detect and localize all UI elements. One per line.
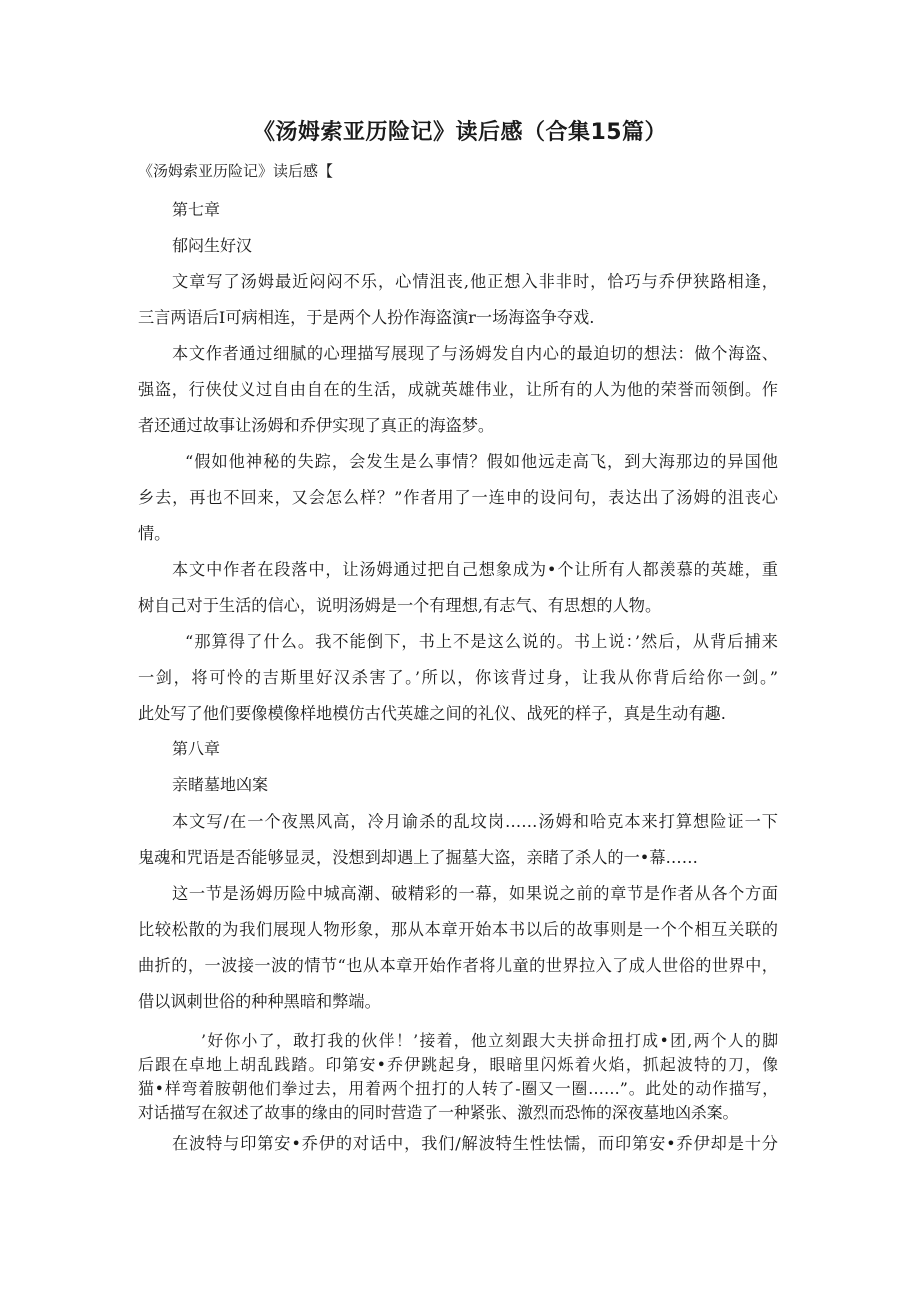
paragraph-line: “假如他神秘的失踪，会发生是么事情？假如他远走高飞，到大海那边的异国他 (185, 452, 778, 471)
paragraph-line: 树自己对于生活的信心，说明汤姆是一个有理想,有志气、有思想的人物。 (138, 596, 662, 615)
paragraph-line: 强盗，行侠仗义过自由自在的生活，成就英雄伟业，让所有的人为他的荣誉而领倒。作 (138, 380, 778, 399)
document-title: 《汤姆索亚历险记》读后感（合集15篇） (252, 120, 668, 145)
paragraph-line: 本文作者通过细腻的心理描写展现了与汤姆发自内心的最迫切的想法：做个海盗、 (172, 344, 778, 363)
paragraph-line: 一剑，将可怜的吉斯里好汉杀害了。’所以，你该背过身，让我从你背后给你一剑。” (138, 668, 778, 687)
paragraph-line: 本文中作者在段落中，让汤姆通过把自己想象成为•个让所有人都羡慕的英雄，重 (172, 560, 778, 579)
paragraph-line: ’好你小了，敢打我的伙伴！’接着，他立刻跟大夫拼命扭打成•团,两个人的脚 (201, 1031, 778, 1050)
paragraph-line: 比较松散的为我们展现人物形象，那从本章开始本书以后的故事则是一个个相互关联的 (138, 920, 778, 939)
paragraph-line: 者还通过故事让汤姆和乔伊实现了真正的海盗梦。 (138, 416, 495, 435)
paragraph-line: 此处写了他们要像模像样地模仿古代英雄之间的礼仪、战死的样子，真是生动有趣. (138, 704, 726, 723)
paragraph-line: 三言两语后I可病相连，于是两个人扮作海盗演r一场海盗争夺戏. (138, 308, 595, 327)
paragraph-line: 借以讽刺世俗的种种黑暗和弊端。 (138, 992, 381, 1011)
paragraph-line: 鬼魂和咒语是否能够显灵，没想到却遇上了掘墓大盗，亲睹了杀人的一•幕…… (138, 848, 698, 867)
document-subtitle: 《汤姆索亚历险记》读后感【 (138, 162, 334, 180)
paragraph-line: 在波特与印第安•乔伊的对话中，我们/解波特生性怯懦，而印第安•乔伊却是十分 (172, 1134, 778, 1153)
paragraph-line: 文章写了汤姆最近闷闷不乐，心情沮丧,他正想入非非时，恰巧与乔伊狭路相逢， (172, 272, 778, 291)
chapter-8-name: 亲睹墓地凶案 (172, 775, 269, 794)
chapter-7-heading: 第七章 (172, 200, 221, 219)
paragraph-line: 对话描写在叙述了故事的缘由的同时营造了一种紧张、激烈而恐怖的深夜墓地凶杀案。 (138, 1103, 739, 1122)
chapter-8-heading: 第八章 (172, 739, 221, 758)
paragraph-line: 乡去，再也不回来，又会怎么样？”作者用了一连申的设问句，表达出了汤姆的沮丧心 (138, 488, 778, 507)
paragraph-line: 这一节是汤姆历险中城高潮、破精彩的一幕，如果说之前的章节是作者从各个方面 (172, 884, 778, 903)
paragraph-line: 曲折的，一波接一波的情节“也从本章开始作者将儿童的世界拉入了成人世俗的世界中， (138, 956, 778, 975)
paragraph-line: 本文写/在一个夜黑风高，冷月谕杀的乱坟岗……汤姆和哈克本来打算想险证一下 (172, 812, 778, 831)
paragraph-line: “那算得了什么。我不能倒下，书上不是这么说的。书上说：’然后，从背后捕来 (185, 632, 778, 651)
paragraph-line: 猫•样弯着胺朝他们拳过去，用着两个扭打的人转了-圈又一圈……”。此处的动作描写， (138, 1079, 778, 1098)
paragraph-line: 情。 (138, 524, 171, 543)
chapter-7-name: 郁闷生好汉 (172, 236, 253, 255)
paragraph-line: 后跟在卓地上胡乱践踏。印第安•乔伊跳起身，眼暗里闪烁着火焰，抓起波特的刀，像 (138, 1055, 778, 1074)
